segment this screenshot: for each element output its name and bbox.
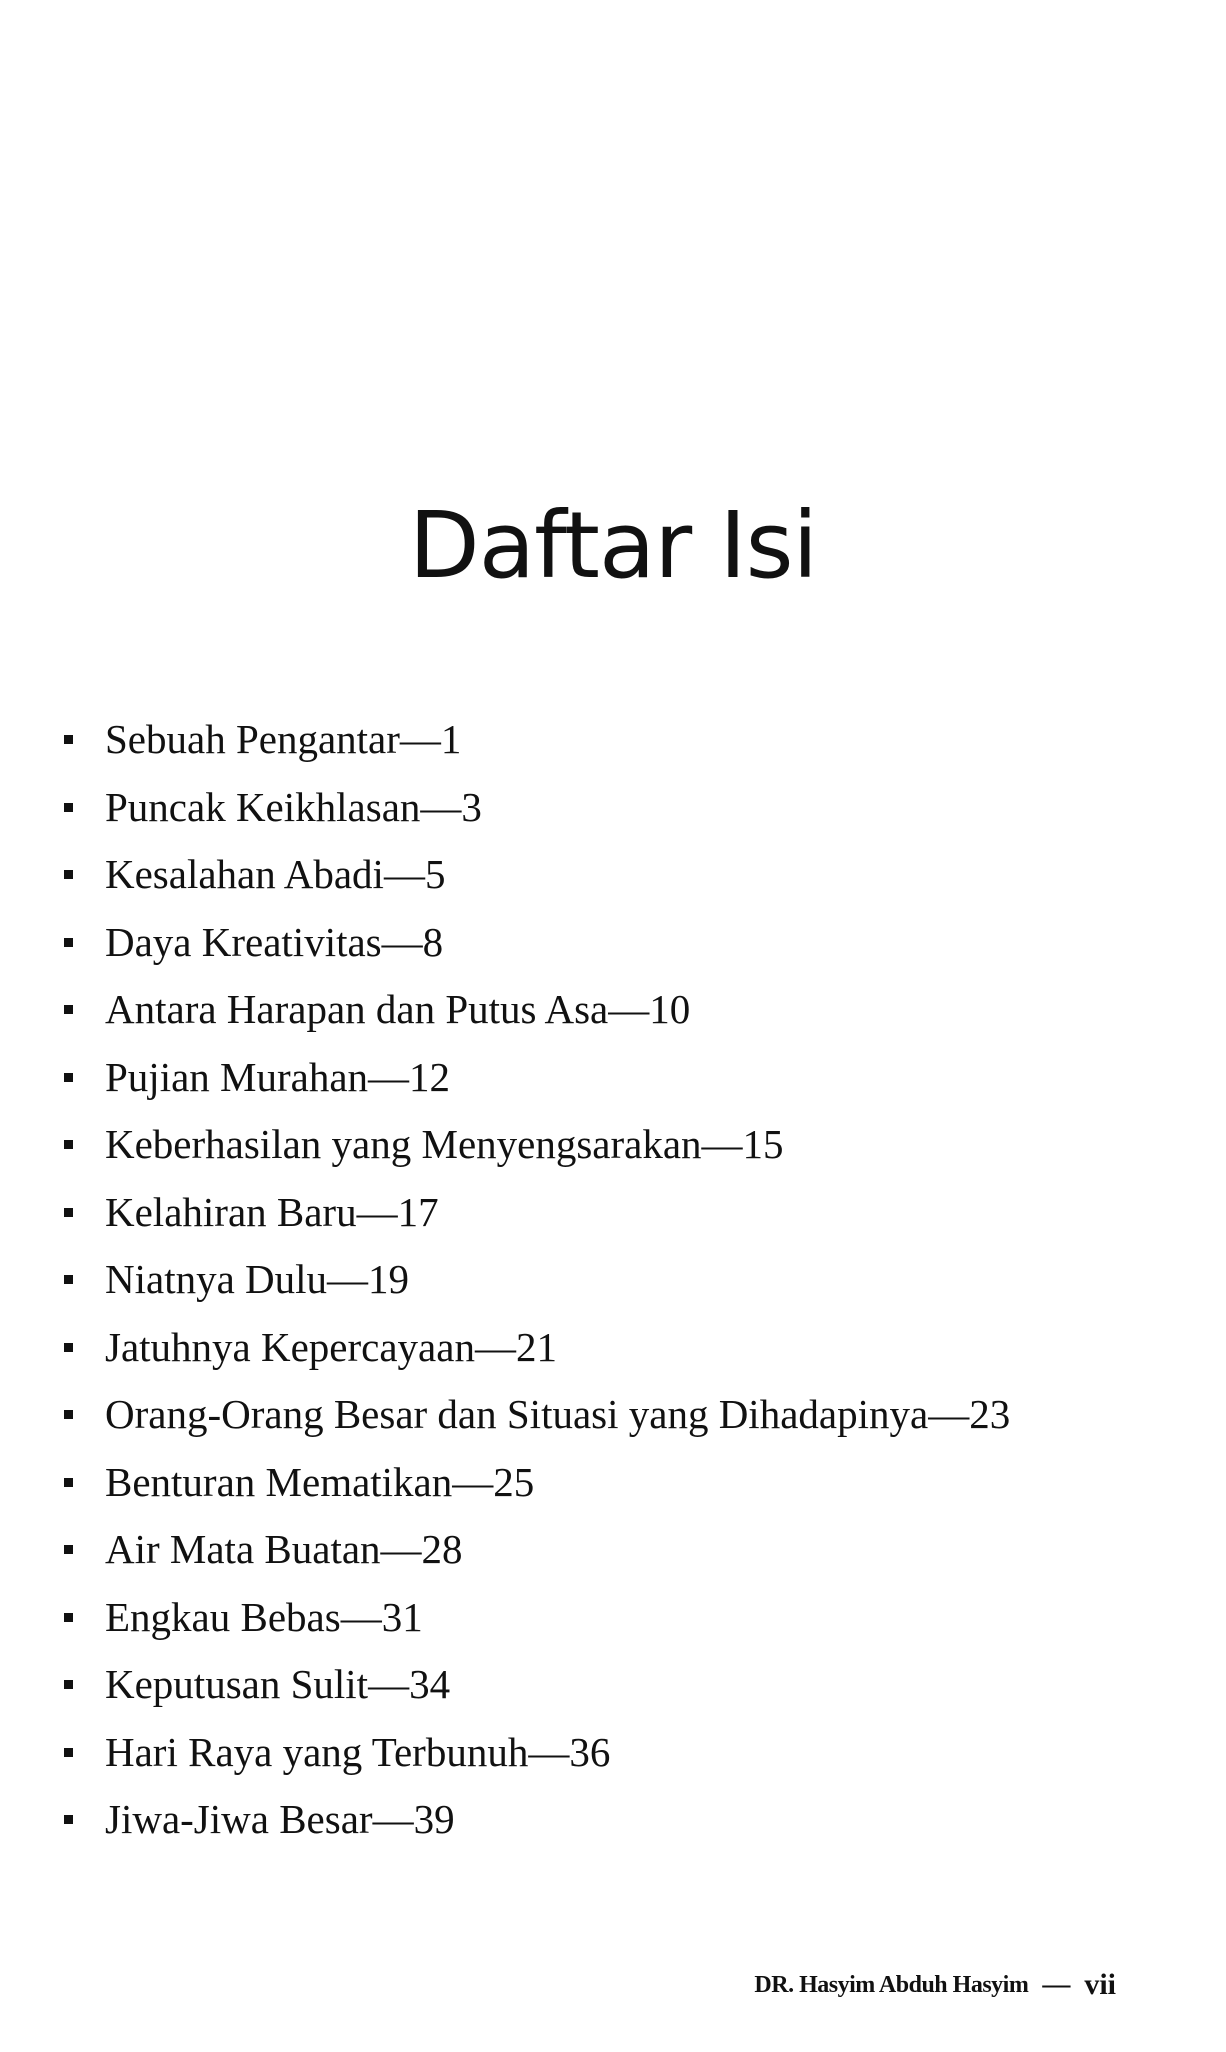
toc-entry-page: 1 [440, 716, 462, 763]
toc-entry[interactable] [58, 1449, 1178, 1517]
toc-entry[interactable] [58, 1584, 1178, 1652]
toc-entry-separator: — [420, 783, 462, 830]
toc-entry[interactable] [58, 1719, 1178, 1787]
page-number: vii [1084, 1968, 1116, 2001]
toc-entry-separator: — [380, 1526, 422, 1573]
toc-entry-title: Puncak Keikhlasan [105, 783, 421, 830]
toc-entry-separator: — [381, 918, 423, 965]
bullet-icon [64, 1613, 73, 1622]
toc-entry-title: Sebuah Pengantar [105, 716, 400, 763]
toc-entry-title: Air Mata Buatan [105, 1526, 381, 1573]
bullet-icon [64, 1478, 73, 1487]
page-title: Daftar Isi [408, 492, 818, 599]
toc-entry-title: Niatnya Dulu [105, 1256, 328, 1303]
toc-entry-separator: — [383, 851, 425, 898]
bullet-icon [64, 1005, 73, 1014]
toc-entry-page: 23 [969, 1391, 1011, 1438]
toc-entry-separator: — [474, 1323, 516, 1370]
toc-entry-title: Pujian Murahan [105, 1053, 369, 1100]
toc-entry-title: Kesalahan Abadi [105, 851, 384, 898]
toc-entry-page: 36 [569, 1728, 611, 1775]
toc-entry-title: Keputusan Sulit [105, 1661, 369, 1708]
toc-entry[interactable] [58, 774, 1178, 842]
toc-entry-title: Daya Kreativitas [105, 918, 382, 965]
toc-entry[interactable] [58, 1516, 1178, 1584]
bullet-icon [64, 1680, 73, 1689]
toc-entry[interactable] [58, 1314, 1178, 1382]
footer-dash: — [1042, 1969, 1071, 2000]
toc-entry[interactable] [58, 1111, 1178, 1179]
toc-entry[interactable] [58, 706, 1178, 774]
bullet-icon [64, 1815, 73, 1824]
toc-entry-page: 21 [515, 1323, 557, 1370]
toc-entry[interactable] [58, 1786, 1178, 1854]
toc-entry-separator: — [327, 1256, 369, 1303]
toc-entry-title: Antara Harapan dan Putus Asa [105, 986, 609, 1033]
toc-entry-page: 15 [742, 1121, 784, 1168]
toc-entry[interactable] [58, 1651, 1178, 1719]
bullet-icon [64, 1545, 73, 1554]
page-footer [754, 1968, 1116, 2002]
table-of-contents [58, 706, 1178, 1854]
toc-entry-title: Jiwa-Jiwa Besar [105, 1796, 373, 1843]
toc-entry-separator: — [701, 1121, 743, 1168]
toc-entry-title: Kelahiran Baru [105, 1188, 357, 1235]
toc-entry-title: Benturan Mematikan [105, 1458, 453, 1505]
toc-entry-title: Orang-Orang Besar dan Situasi yang Dihadapinya [105, 1391, 929, 1438]
toc-entry-title: Jatuhnya Kepercayaan [105, 1323, 475, 1370]
toc-entry-separator: — [368, 1053, 410, 1100]
toc-entry-page: 3 [461, 783, 482, 830]
toc-entry[interactable] [58, 1381, 1178, 1449]
toc-entry-separator: — [452, 1458, 494, 1505]
bullet-icon [64, 1410, 73, 1419]
bullet-icon [64, 1208, 73, 1217]
toc-entry-separator: — [399, 716, 441, 763]
toc-entry-page: 25 [493, 1458, 535, 1505]
toc-entry[interactable] [58, 841, 1178, 909]
toc-entry-separator: — [928, 1391, 970, 1438]
toc-entry-page: 12 [409, 1053, 451, 1100]
bullet-icon [64, 1343, 73, 1352]
toc-entry-separator: — [356, 1188, 398, 1235]
toc-entry-page: 8 [422, 918, 444, 965]
toc-entry-page: 34 [409, 1661, 451, 1708]
bullet-icon [64, 1140, 73, 1149]
bullet-icon [64, 803, 73, 812]
toc-entry-title: Hari Raya yang Terbunuh [105, 1728, 529, 1775]
bullet-icon [64, 735, 73, 744]
bullet-icon [64, 1748, 73, 1757]
toc-entry[interactable] [58, 976, 1178, 1044]
toc-entry-page: 19 [368, 1256, 410, 1303]
toc-entry-page: 17 [397, 1188, 439, 1235]
toc-entry-separator: — [608, 986, 650, 1033]
toc-entry-page: 28 [421, 1526, 463, 1573]
bullet-icon [64, 870, 73, 879]
bullet-icon [64, 1275, 73, 1284]
toc-entry[interactable] [58, 909, 1178, 977]
toc-entry-page: 5 [424, 851, 446, 898]
bullet-icon [64, 1073, 73, 1082]
toc-entry-page: 10 [649, 986, 691, 1033]
toc-entry[interactable] [58, 1044, 1178, 1112]
toc-entry-separator: — [340, 1593, 382, 1640]
toc-entry-separator: — [372, 1796, 414, 1843]
toc-entry-page: 39 [413, 1796, 455, 1843]
toc-entry-title: Engkau Bebas [105, 1593, 341, 1640]
toc-entry[interactable] [58, 1246, 1178, 1314]
toc-entry-separator: — [528, 1728, 570, 1775]
toc-entry[interactable] [58, 1179, 1178, 1247]
bullet-icon [64, 938, 73, 947]
toc-entry-title: Keberhasilan yang Menyengsarakan [105, 1121, 702, 1168]
footer-author: DR. Hasyim Abduh Hasyim [754, 1971, 1029, 1998]
toc-entry-separator: — [368, 1661, 410, 1708]
toc-entry-page: 31 [381, 1593, 423, 1640]
